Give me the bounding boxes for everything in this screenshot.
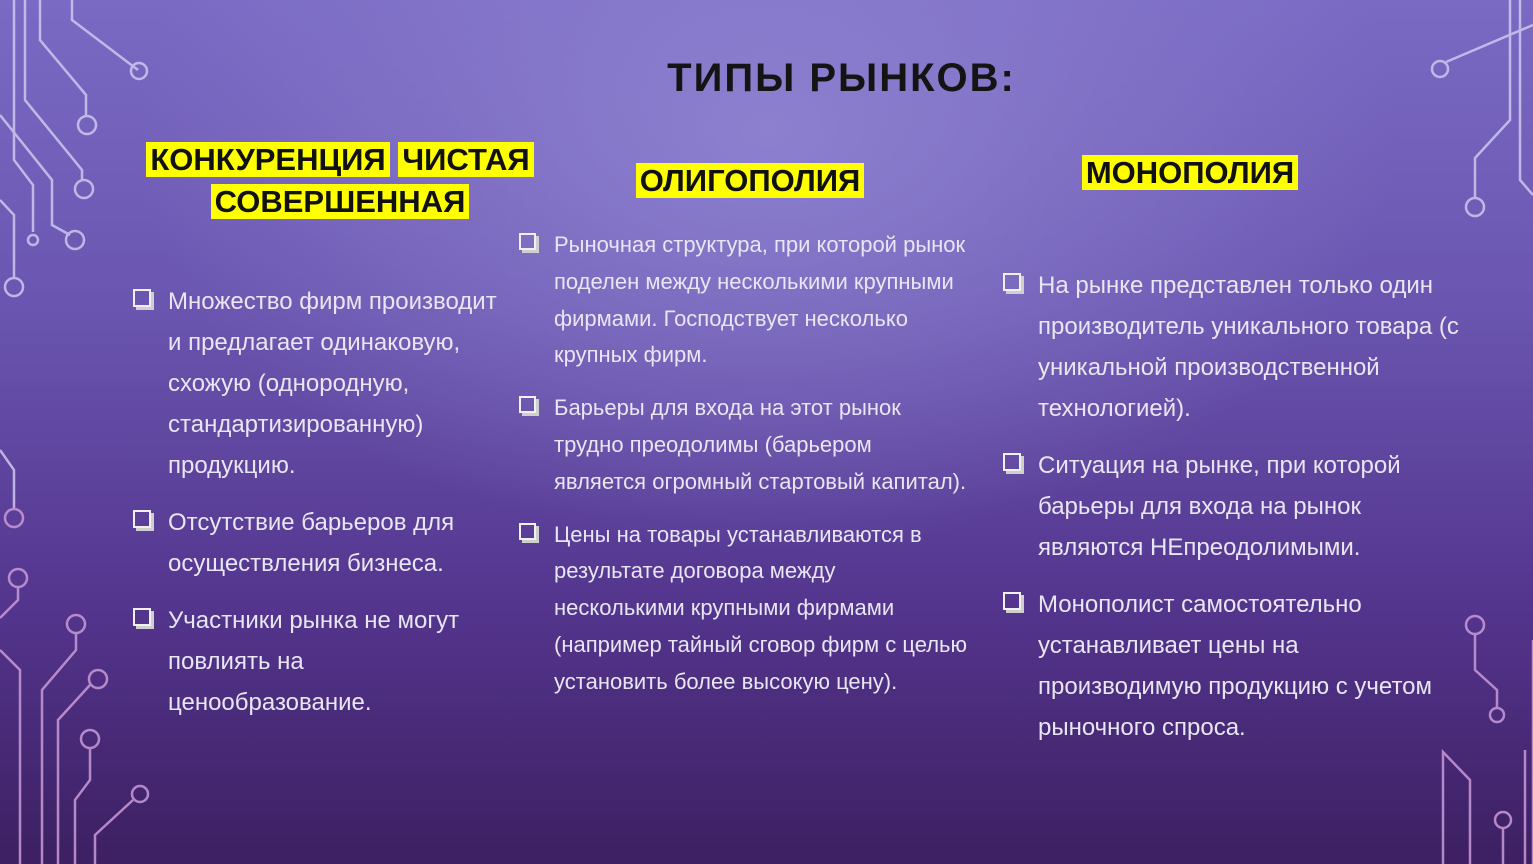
list-item-text: Цены на товары устанавливаются в результате договора между несколькими крупными фирмами (например тайный сговор фирм с целью установить более высокую цену). xyxy=(554,521,968,694)
heading-word-chistaya: ЧИСТАЯ xyxy=(398,142,533,177)
checkbox-bullet-icon xyxy=(133,608,151,626)
list-item-text: Отсутствие барьеров для осуществления бизнеса. xyxy=(168,509,455,577)
list-item xyxy=(1003,265,1463,429)
heading-line-1 xyxy=(135,139,545,181)
checkbox-bullet-icon xyxy=(519,523,536,540)
heading-oligopoly-text: ОЛИГОПОЛИЯ xyxy=(636,163,865,198)
list-item xyxy=(133,600,505,723)
checkbox-bullet-icon xyxy=(1003,273,1021,291)
list-item xyxy=(519,390,969,500)
checkbox-bullet-icon xyxy=(519,396,536,413)
list-item xyxy=(519,227,969,374)
checkbox-bullet-icon xyxy=(133,510,151,528)
heading-monopoly xyxy=(1040,152,1340,194)
list-item-text: Множество фирм производит и предлагает одинаковую, схожую (однородную, стандартизированную) продукцию. xyxy=(168,288,497,479)
heading-word-konkurentsiya: КОНКУРЕНЦИЯ xyxy=(146,142,389,177)
list-item-text: Барьеры для входа на этот рынок трудно преодолимы (барьером является огромный стартовый капитал). xyxy=(554,395,967,494)
checkbox-bullet-icon xyxy=(1003,453,1021,471)
list-item xyxy=(1003,584,1463,748)
heading-monopoly-text: МОНОПОЛИЯ xyxy=(1082,155,1298,190)
checkbox-bullet-icon xyxy=(519,233,536,250)
checkbox-bullet-icon xyxy=(133,289,151,307)
list-item-text: Рыночная структура, при которой рынок поделен между несколькими крупными фирмами. Господствует несколько крупных фирм. xyxy=(554,232,966,368)
heading-line-2 xyxy=(135,181,545,223)
checkbox-bullet-icon xyxy=(1003,592,1021,610)
list-item-text: Ситуация на рынке, при которой барьеры для входа на рынок являются НЕпреодолимыми. xyxy=(1038,452,1401,561)
list-item xyxy=(519,517,969,701)
list-item-text: На рынке представлен только один производитель уникального товара (с уникальной производственной технологией). xyxy=(1038,272,1459,422)
list-monopoly xyxy=(1003,265,1463,764)
page-title-text: ТИПЫ РЫНКОВ: xyxy=(667,56,1016,100)
heading-oligopoly xyxy=(600,160,900,202)
page-title xyxy=(0,56,1533,101)
list-item xyxy=(133,502,505,584)
list-item-text: Монополист самостоятельно устанавливает цены на производимую продукцию с учетом рыночного спроса. xyxy=(1038,591,1433,741)
heading-perfect-competition xyxy=(135,139,545,223)
list-perfect-competition xyxy=(133,281,505,739)
list-oligopoly xyxy=(519,227,969,717)
heading-word-sovershennaya: СОВЕРШЕННАЯ xyxy=(211,184,470,219)
list-item xyxy=(133,281,505,486)
list-item-text: Участники рынка не могут повлиять на ценообразование. xyxy=(168,607,460,716)
list-item xyxy=(1003,445,1463,568)
